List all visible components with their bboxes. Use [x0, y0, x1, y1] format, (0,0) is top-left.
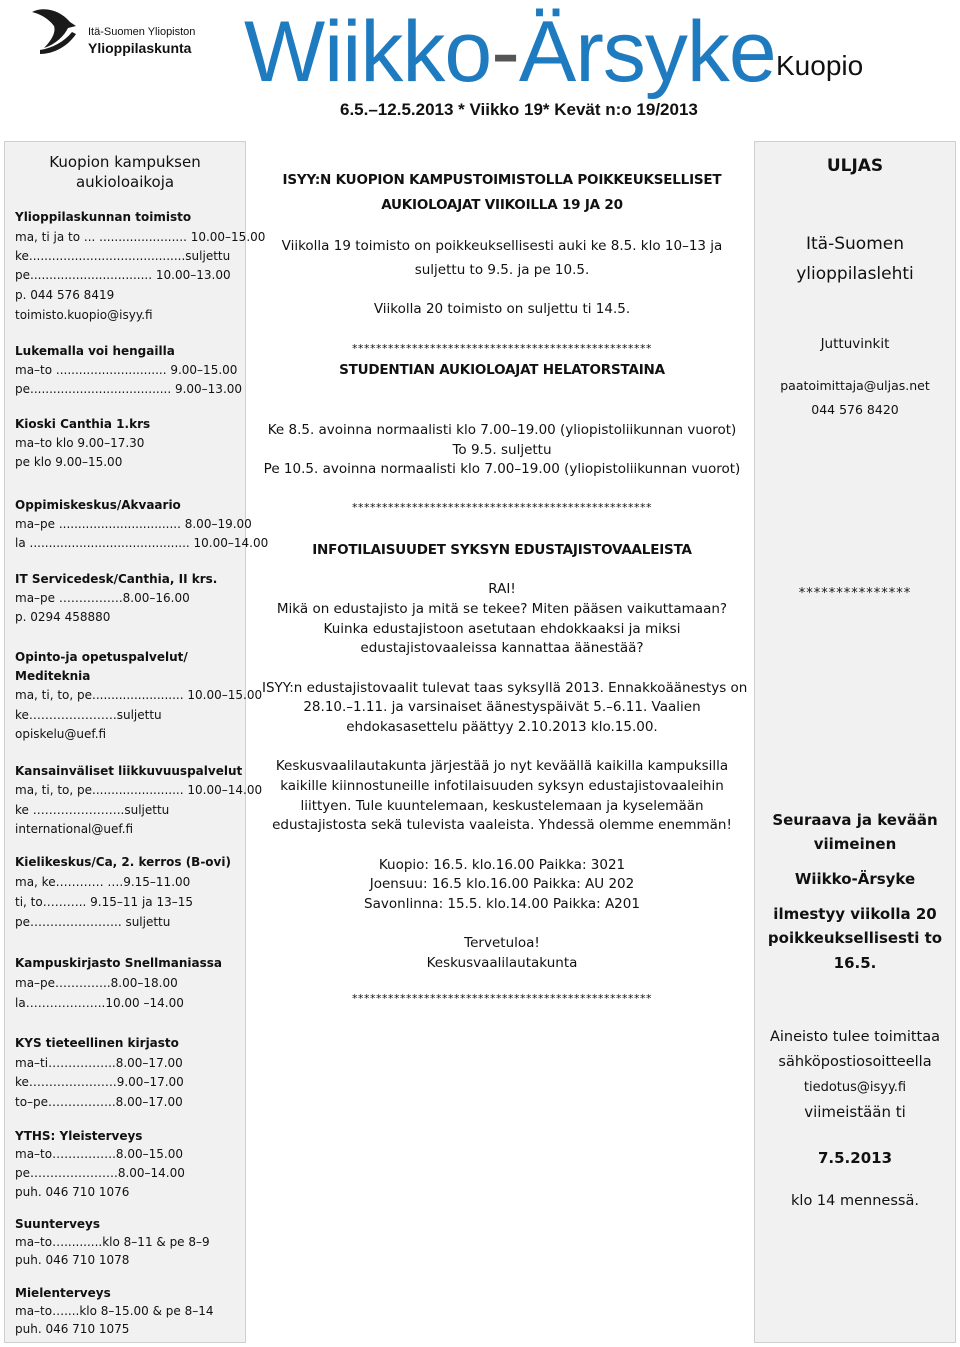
- hours-line: pe………………….. suljettu: [15, 915, 171, 929]
- next-issue-line6: 16.5.: [833, 954, 877, 972]
- info-title: INFOTILAISUUDET SYKSYN EDUSTAJISTOVAALEISTA: [312, 542, 692, 558]
- hours-line: ma, ti, to, pe........................ 10.00–15.00: [15, 688, 263, 702]
- next-issue-line4: ilmestyy viikolla 20: [773, 905, 937, 923]
- info-line14: Savonlinna: 15.5. klo.14.00 Paikka: A201: [364, 896, 640, 912]
- uljas-subtitle-line1: Itä-Suomen: [806, 234, 904, 254]
- notice-text-line1: Viikolla 19 toimisto on poikkeuksellisesti auki ke 8.5. klo 10–13 ja: [281, 238, 723, 254]
- info-line15: Tervetuloa!: [464, 935, 540, 951]
- notice-text-line2: suljettu to 9.5. ja pe 10.5.: [414, 262, 590, 278]
- info-line8: Keskusvaalilautakunta järjestää jo nyt keväällä kaikilla kampuksilla: [275, 758, 729, 774]
- next-issue-line2: viimeinen: [813, 835, 897, 853]
- hours-line: IT Servicedesk/Canthia, II krs.: [15, 572, 218, 586]
- isyy-logo: [30, 4, 230, 64]
- info-line11: edustajistosta sekä tulevista vaaleista. Yhdessä olemme enemmän!: [272, 817, 732, 833]
- hours-line: ma–to…....klo 8–15.00 & pe 8–14: [15, 1304, 214, 1318]
- hours-line: ma–pe …………….8.00–16.00: [15, 591, 190, 605]
- hours-line: ma–ti……………..8.00–17.00: [15, 1056, 183, 1070]
- hours-line: international@uef.fi: [15, 822, 134, 836]
- masthead-title: [244, 2, 776, 102]
- hours-line: ke.........................................suljettu: [15, 249, 231, 263]
- separator-stars-1: **************************************************: [352, 342, 652, 355]
- masthead-part3: Ärsyke: [518, 4, 776, 100]
- hours-line: puh. 046 710 1078: [15, 1253, 130, 1267]
- info-line12: Kuopio: 16.5. klo.16.00 Paikka: 3021: [378, 857, 626, 873]
- hours-line: Mediteknia: [15, 669, 91, 683]
- hours-line: Kansainväliset liikkuvuuspalvelut: [15, 764, 243, 778]
- hours-line: toimisto.kuopio@isyy.fi: [15, 308, 153, 322]
- hours-line: ke………………….suljettu: [15, 708, 162, 722]
- info-line16: Keskusvaalilautakunta: [426, 955, 578, 971]
- info-line10: liittyen. Tule kuuntelemaan, keskustelemaan ja kyselemään: [300, 798, 704, 814]
- hours-line: Lukemalla voi hengailla: [15, 344, 175, 358]
- opening-hours-panel: [4, 141, 269, 1343]
- info-line5: ISYY:n edustajistovaalit tulevat taas syksyllä 2013. Ennakkoäänestys on: [262, 680, 748, 696]
- hours-line: la .......................................... 10.00–14.00: [15, 536, 269, 550]
- hours-line: pe..................................... 9.00–13.00: [15, 382, 243, 396]
- hours-line: YTHS: Yleisterveys: [15, 1129, 143, 1143]
- hours-line: puh. 046 710 1076: [15, 1185, 130, 1199]
- logo-line2: Ylioppilaskunta: [88, 40, 192, 56]
- masthead-part2: -: [491, 4, 519, 100]
- hours-line: Ylioppilaskunnan toimisto: [15, 210, 192, 224]
- hours-line: KYS tieteellinen kirjasto: [15, 1036, 179, 1050]
- info-line2: Mikä on edustajisto ja mitä se tekee? Miten pääsen vaikuttamaan?: [276, 601, 728, 617]
- send-line1: Aineisto tulee toimittaa: [769, 1029, 941, 1045]
- student-line2: To 9.5. suljettu: [452, 442, 552, 458]
- hours-line: ti, to……….. 9.15–11 ja 13–15: [15, 895, 194, 909]
- hours-line: p. 0294 458880: [15, 610, 111, 624]
- hours-line: Kampuskirjasto Snellmaniassa: [15, 956, 222, 970]
- hours-line: ma, ti, to, pe........................ 10.00–14.00: [15, 783, 263, 797]
- logo-swoosh-icon: [30, 4, 78, 56]
- hours-line: ma–pe ................................ 8.00–19.00: [15, 517, 252, 531]
- student-title: STUDENTIAN AUKIOLOAJAT HELATORSTAINA: [339, 362, 665, 378]
- hours-line: ma–to…………….8.00–15.00: [15, 1147, 183, 1161]
- hours-line: la………………..10.00 –14.00: [15, 996, 184, 1010]
- hours-line: Suunterveys: [15, 1217, 100, 1231]
- deadline-time: klo 14 mennessä.: [791, 1193, 919, 1209]
- notice-title-line1: ISYY:N KUOPION KAMPUSTOIMISTOLLA POIKKEUKSELLISET: [282, 172, 722, 188]
- uljas-phone: 044 576 8420: [811, 402, 899, 417]
- uljas-title: ULJAS: [826, 156, 884, 176]
- hours-line: ma–pe…………..8.00–18.00: [15, 976, 178, 990]
- deadline-date: 7.5.2013: [817, 1149, 893, 1167]
- info-line9: kaikille kiinnostuneille infotilaisuuden syksyn edustajistovaaleihin: [280, 778, 724, 794]
- hours-line: ke………………….9.00–17.00: [15, 1075, 184, 1089]
- notice-text-line3: Viikolla 20 toimisto on suljettu ti 14.5.: [373, 301, 631, 317]
- info-line7: ehdokasasettelu päättyy 2.10.2013 klo.15.00.: [346, 719, 658, 735]
- uljas-email: paatoimittaja@uljas.net: [780, 378, 930, 393]
- hours-line: ma, ti ja to ... ....................... 10.00–15.00: [15, 230, 266, 244]
- notice-title-line2: AUKIOLOAJAT VIIKOILLA 19 JA 20: [381, 197, 623, 213]
- hours-line: Kioski Canthia 1.krs: [15, 417, 151, 431]
- hours-line: Oppimiskeskus/Akvaario: [15, 498, 181, 512]
- masthead-city: Kuopio: [776, 50, 864, 81]
- uljas-subtitle-line2: ylioppilaslehti: [796, 264, 914, 284]
- hours-line: ma–to ............................. 9.00–15.00: [15, 363, 238, 377]
- hours-line: Opinto-ja opetuspalvelut/: [15, 650, 188, 664]
- hours-line: Mielenterveys: [15, 1286, 111, 1300]
- hours-line: opiskelu@uef.fi: [15, 727, 107, 741]
- hours-line: ma–to klo 9.00–17.30: [15, 436, 145, 450]
- student-line1: Ke 8.5. avoinna normaalisti klo 7.00–19.00 (yliopistoliikunnan vuorot): [267, 422, 737, 438]
- info-line1: RAI!: [488, 581, 516, 597]
- next-issue-line5: poikkeuksellisesti to: [767, 929, 943, 947]
- hours-line: pe………………….8.00–14.00: [15, 1166, 185, 1180]
- tips-label: Juttuvinkit: [820, 336, 890, 352]
- info-line3: Kuinka edustajistoon asetutaan ehdokkaaksi ja miksi: [323, 621, 681, 637]
- student-line3: Pe 10.5. avoinna normaalisti klo 7.00–19.00 (yliopistoliikunnan vuorot): [263, 461, 741, 477]
- info-line4: edustajistovaaleissa kannattaa äänestää?: [360, 640, 644, 656]
- opening-hours-heading-line1: Kuopion kampuksen: [49, 153, 201, 171]
- separator-stars-2: **************************************************: [352, 501, 652, 514]
- hours-line: pe................................ 10.00–13.00: [15, 268, 231, 282]
- opening-hours-heading-line2: aukioloaikoja: [75, 173, 175, 191]
- info-line6: 28.10.–1.11. ja varsinaiset äänestyspäivät 5.–6.11. Vaalien: [303, 699, 701, 715]
- hours-line: ma–to…..........klo 8–11 & pe 8–9: [15, 1235, 210, 1249]
- next-issue-line1: Seuraava ja kevään: [772, 811, 938, 829]
- masthead-part1: Wiikko: [244, 4, 492, 100]
- hours-line: to–pe……………..8.00–17.00: [15, 1095, 183, 1109]
- next-issue-line3: Wiikko-Ärsyke: [794, 870, 916, 888]
- send-line2: sähköpostiosoitteella: [778, 1054, 932, 1070]
- info-line13: Joensuu: 16.5 klo.16.00 Paikka: AU 202: [369, 876, 635, 892]
- hours-line: ke …………………..suljettu: [15, 803, 170, 817]
- hours-line: ma, ke………… ….9.15–11.00: [15, 875, 191, 889]
- hours-line: pe klo 9.00–15.00: [15, 455, 123, 469]
- hours-line: p. 044 576 8419: [15, 288, 115, 302]
- send-email: tiedotus@isyy.fi: [803, 1080, 907, 1095]
- right-separator-stars: ***************: [798, 586, 912, 601]
- issue-info: 6.5.–12.5.2013 * Viikko 19* Kevät n:o 19/2013: [340, 100, 698, 119]
- hours-line: Kielikeskus/Ca, 2. kerros (B-ovi): [15, 855, 231, 869]
- separator-stars-3: **************************************************: [352, 992, 652, 1005]
- uljas-panel: [754, 141, 956, 1343]
- hours-line: puh. 046 710 1075: [15, 1322, 130, 1336]
- send-line4: viimeistään ti: [804, 1103, 906, 1121]
- logo-line1: Itä-Suomen Yliopiston: [88, 26, 196, 38]
